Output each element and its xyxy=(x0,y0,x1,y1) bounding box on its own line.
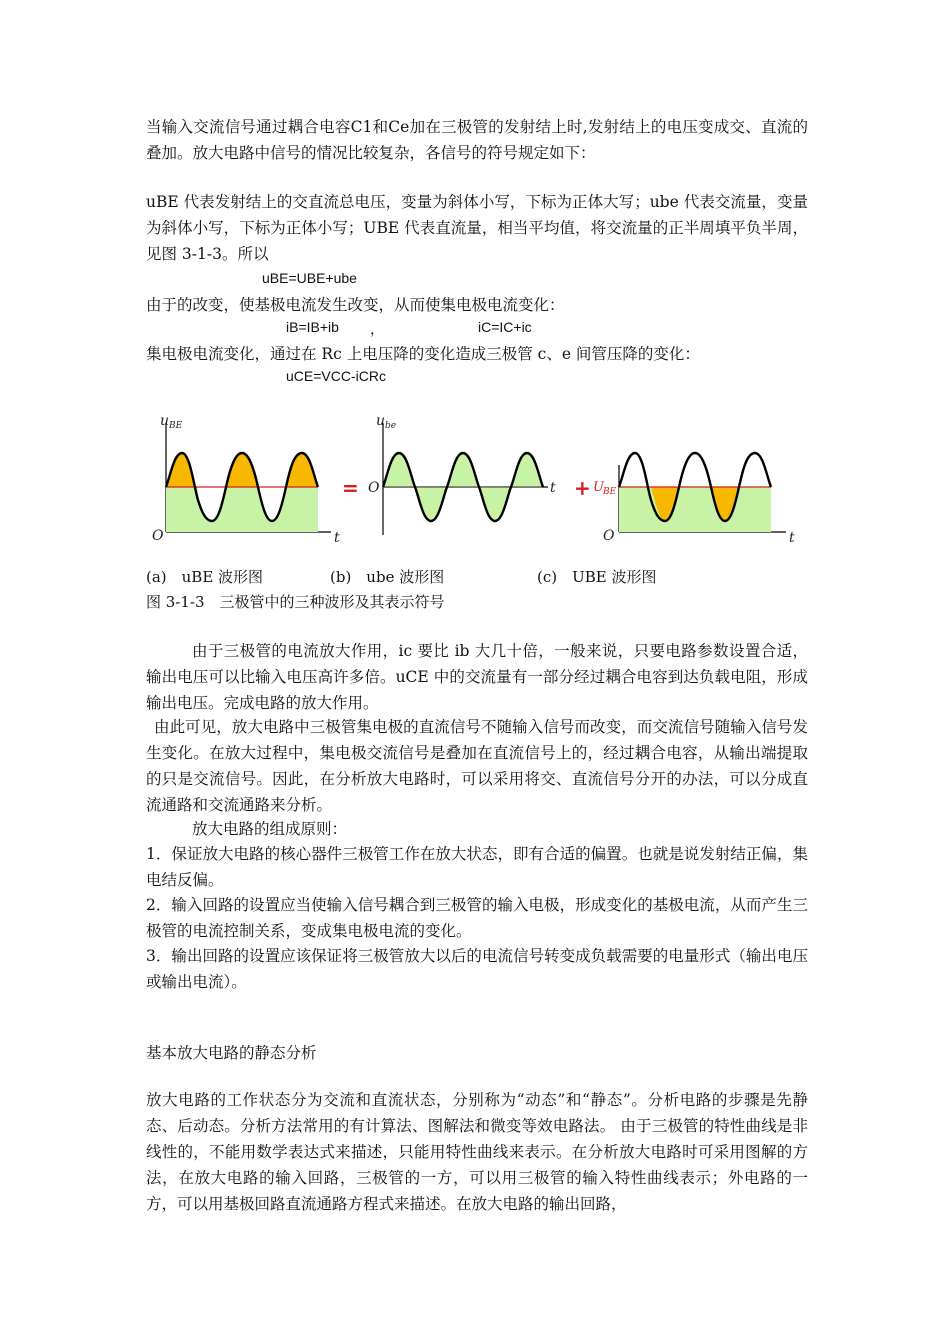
panel-a-dc-area xyxy=(166,487,318,532)
formula-separator: ， xyxy=(370,321,384,337)
paragraph-amplification: 由于三极管的电流放大作用，ic 要比 ib 大几十倍，一般来说，只要电路参数设置合适，输出电压可以比输入电压高许多倍。uCE 中的交流量有一部分经过耦合电容到达负载电阻，形成输出电压。完成电路的放大作用。 xyxy=(146,642,808,712)
panel-c-dc-area xyxy=(619,487,771,532)
panel-b-y-subscript: be xyxy=(385,421,397,431)
paragraph-principles-heading: 放大电路的组成原则： xyxy=(192,820,348,838)
caption-c: (c) UBE 波形图 xyxy=(537,568,657,586)
panel-a-y-subscript: BE xyxy=(169,421,183,431)
paragraph-base-current: 由于的改变，使基极电流发生改变，从而使集电极电流变化： xyxy=(146,296,565,314)
waveform-panel-a xyxy=(152,413,340,546)
formula-ib: iB=IB+ib xyxy=(286,319,339,335)
panel-a-origin: O xyxy=(152,528,164,544)
section-heading: 基本放大电路的静态分析 xyxy=(146,1044,317,1062)
panel-c-origin: O xyxy=(603,528,615,544)
panel-b-origin: O xyxy=(368,480,380,496)
paragraph-symbol-rules: uBE 代表发射结上的交直流总电压，变量为斜体小写，下标为正体大写；ube 代表交流量，变量为斜体小写，下标为正体小写；UBE 代表直流量，相当平均值，将交流量的正半周填平负半周，见图 3-1-3。所以 xyxy=(146,193,808,263)
panel-a-y-label: u xyxy=(160,413,170,429)
waveform-panel-b xyxy=(368,413,556,535)
paragraph-static-analysis: 放大电路的工作状态分为交流和直流状态，分别称为“动态”和“静态”。分析电路的步骤是先静态、后动态。分析方法常用的有计算法、图解法和微变等效电路法。 由于三极管的特性曲线是非线性的，不能用数学表达式来描述，只能用特性曲线来表示。在分析放大电路时可采用图解的方法，在放大电路的输入回路，三极管的一方，可以用三极管的输入特性曲线表示；外电路的一方，可以用基极回路直流通路方程式来描述。在放大电路的输出回路， xyxy=(146,1091,808,1213)
plus-sign: + xyxy=(574,476,591,500)
panel-a-x-label: t xyxy=(334,530,340,546)
paragraph-collector-voltage: 集电极电流变化，通过在 Rc 上电压降的变化造成三极管 c、e 间管压降的变化： xyxy=(146,345,700,363)
principle-item-1: 1．保证放大电路的核心器件三极管工作在放大状态，即有合适的偏置。也就是说发射结正偏，集电结反偏。 xyxy=(146,845,808,889)
paragraph-conclusion: 由此可见，放大电路中三极管集电极的直流信号不随输入信号而改变，而交流信号随输入信号发生变化。在放大过程中，集电极交流信号是叠加在直流信号上的，经过耦合电容，从输出端提取的只是交流信号。因此，在分析放大电路时，可以采用将交、直流信号分开的办法，可以分成直流通路和交流通路来分析。 xyxy=(146,718,808,814)
caption-a: (a) uBE 波形图 xyxy=(146,568,264,586)
formula-ic: iC=IC+ic xyxy=(478,319,532,335)
panel-c-ref-subscript: BE xyxy=(603,487,617,497)
principle-item-2: 2．输入回路的设置应当使输入信号耦合到三极管的输入电极，形成变化的基极电流，从而产生三极管的电流控制关系，变成集电极电流的变化。 xyxy=(146,896,808,940)
figure-caption: 图 3-1-3 三极管中的三种波形及其表示符号 xyxy=(146,593,445,611)
principle-item-3: 3．输出回路的设置应该保证将三极管放大以后的电流信号转变成负载需要的电量形式（输出电压或输出电流）。 xyxy=(146,947,808,991)
panel-b-y-label: u xyxy=(376,413,386,429)
waveform-figure xyxy=(146,405,806,555)
formula-ube: uBE=UBE+ube xyxy=(262,270,357,286)
formula-uce: uCE=VCC-iCRc xyxy=(286,368,386,384)
caption-b: (b) ube 波形图 xyxy=(330,568,445,586)
paragraph-intro: 当输入交流信号通过耦合电容C1和Ce加在三极管的发射结上时,发射结上的电压变成交、直流的叠加。放大电路中信号的情况比较复杂，各信号的符号规定如下： xyxy=(146,118,808,162)
equals-sign: = xyxy=(342,476,359,500)
panel-c-ref-label: U xyxy=(593,480,604,495)
panel-c-x-label: t xyxy=(789,530,795,546)
waveform-panel-c xyxy=(593,453,795,546)
panel-b-x-label: t xyxy=(550,480,556,496)
